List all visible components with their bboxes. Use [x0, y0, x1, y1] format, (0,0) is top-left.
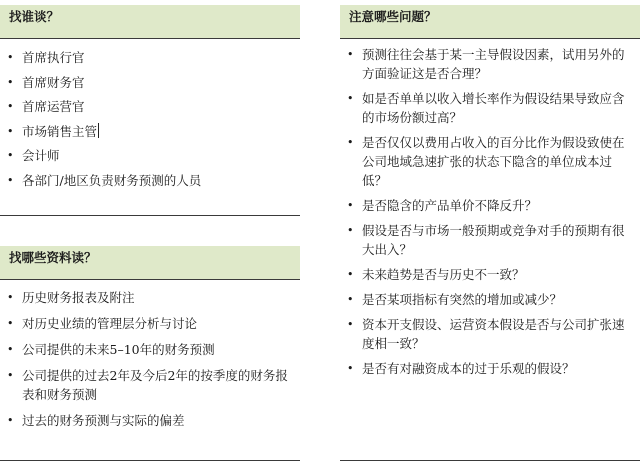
list-item — [0, 146, 300, 165]
item-text: 首席运营官 — [22, 99, 85, 114]
list-item — [340, 196, 640, 215]
item-text: 首席财务官 — [22, 74, 85, 90]
item-text: 是否仅仅以费用占收入的百分比作为假设致使在公司地域急速扩张的状态下隐含的单位成本过低？ — [362, 135, 625, 188]
list-item — [0, 366, 300, 404]
bullet-icon: • — [347, 318, 354, 331]
bullet-icon: • — [7, 124, 14, 138]
issues-list — [340, 39, 640, 378]
bullet-icon: • — [7, 414, 14, 427]
item-text: 预测往往会基于某一主导假设因素，试用另外的方面验证这是否合理？ — [362, 47, 625, 81]
bullet-icon: • — [7, 100, 14, 113]
list-item — [0, 48, 300, 67]
item-text: 市场销售主管 — [22, 123, 98, 139]
item-text: 历史财务报表及附注 — [22, 290, 135, 305]
bullet-icon: • — [347, 136, 354, 149]
item-text: 各部门/地区负责财务预测的人员 — [22, 172, 202, 188]
list-item — [340, 221, 640, 259]
list-item — [340, 265, 640, 284]
item-text: 首席执行官 — [22, 50, 85, 65]
who-list — [0, 39, 300, 190]
bullet-icon: • — [347, 268, 354, 281]
text-cursor — [98, 123, 99, 138]
bullet-icon: • — [347, 199, 354, 212]
materials-panel — [0, 246, 300, 461]
list-item — [340, 45, 640, 83]
list-item — [340, 290, 640, 309]
item-text: 资本开支假设、运营资本假设是否与公司扩张速度相一致？ — [362, 317, 625, 351]
bullet-icon: • — [347, 48, 354, 61]
issues-panel — [340, 5, 640, 461]
item-text: 过去的财务预测与实际的偏差 — [22, 413, 185, 428]
list-item — [0, 122, 300, 141]
list-item — [0, 73, 300, 92]
list-item — [340, 133, 640, 190]
bullet-icon: • — [347, 362, 354, 375]
bullet-icon: • — [7, 369, 14, 382]
materials-panel-title: 找哪些资料读？ — [0, 246, 300, 280]
list-item — [0, 411, 300, 430]
item-text: 未来趋势是否与历史不一致？ — [362, 267, 525, 282]
list-item — [340, 359, 640, 378]
list-item — [340, 315, 640, 353]
issues-panel-title: 注意哪些问题？ — [340, 5, 640, 39]
bullet-icon: • — [347, 224, 354, 237]
bullet-icon: • — [347, 92, 354, 105]
materials-list — [0, 280, 300, 430]
bullet-icon: • — [7, 317, 14, 330]
list-item — [0, 288, 300, 307]
list-item — [0, 340, 300, 359]
bullet-icon: • — [347, 293, 354, 306]
item-text: 是否某项指标有突然的增加或减少？ — [362, 292, 563, 307]
item-text: 公司提供的过去2年及今后2年的按季度的财务报表和财务预测 — [22, 368, 288, 402]
who-panel-title: 找谁谈？ — [0, 5, 300, 39]
bullet-icon: • — [7, 343, 14, 356]
item-text: 如是否单单以收入增长率作为假设结果导致应含的市场份额过高？ — [362, 91, 625, 125]
item-text: 对历史业绩的管理层分析与讨论 — [22, 316, 198, 331]
item-text: 公司提供的未来5–10年的财务预测 — [22, 342, 215, 357]
bullet-icon: • — [7, 75, 14, 89]
item-text: 是否隐含的产品单价不降反升？ — [362, 198, 538, 213]
bullet-icon: • — [7, 51, 14, 64]
bullet-icon: • — [7, 173, 14, 187]
bullet-icon: • — [7, 291, 14, 304]
bullet-icon: • — [7, 149, 14, 162]
list-item — [0, 97, 300, 116]
list-item — [0, 171, 300, 190]
item-text: 会计师 — [22, 148, 60, 163]
who-panel — [0, 5, 300, 216]
list-item — [0, 314, 300, 333]
item-text: 假设是否与市场一般预期或竞争对手的预期有很大出入？ — [362, 223, 625, 257]
list-item — [340, 89, 640, 127]
item-text: 是否有对融资成本的过于乐观的假设？ — [362, 361, 575, 376]
